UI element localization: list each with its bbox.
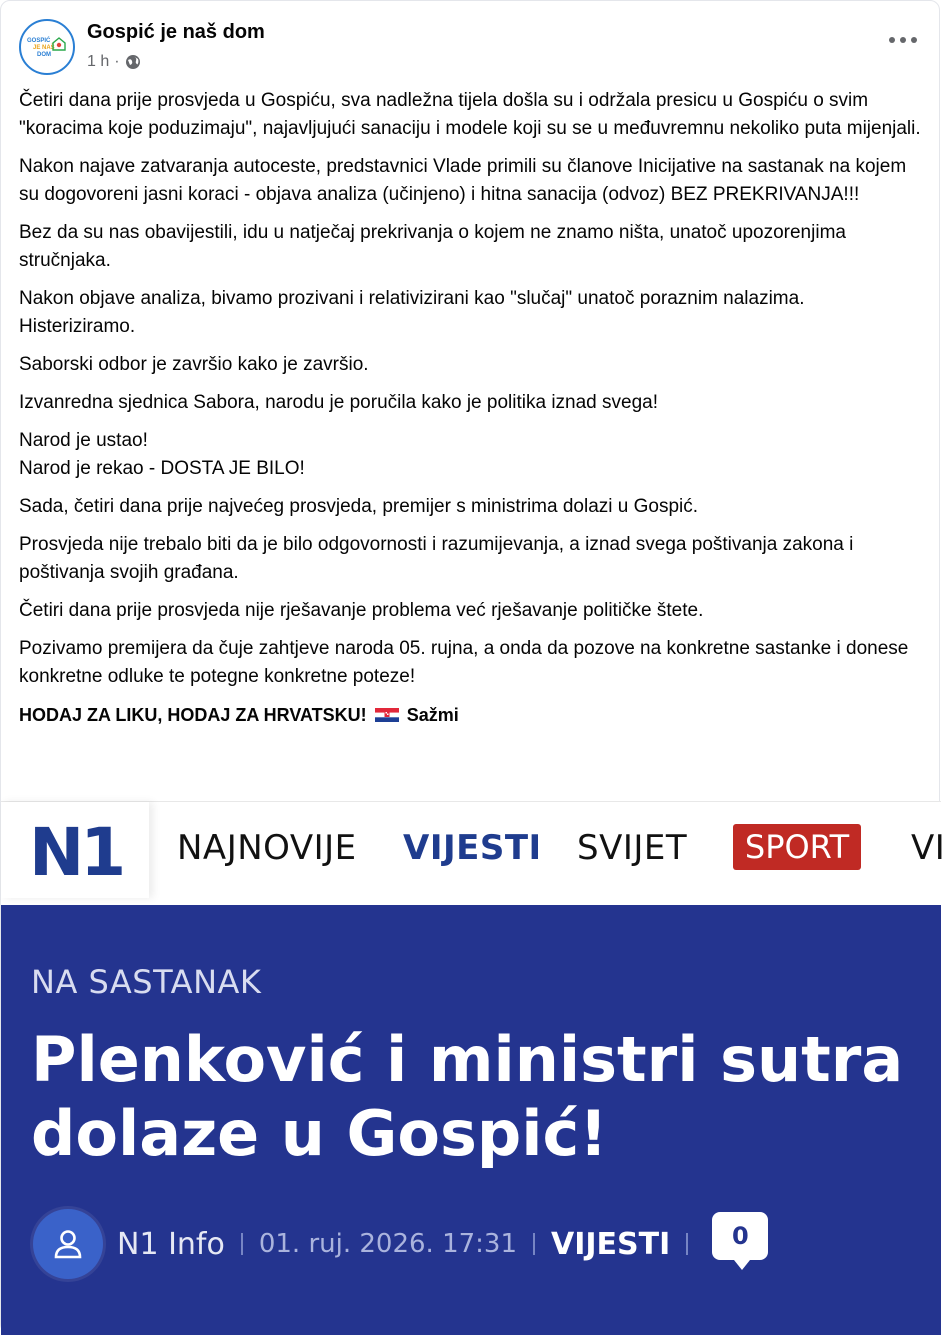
paragraph: Izvanredna sjednica Sabora, narodu je poručila kako je politika iznad svega!	[19, 392, 659, 413]
post-meta	[87, 53, 141, 71]
paragraph: Sada, četiri dana prije najvećeg prosvjeda, premijer s ministrima dolazi u Gospić.	[19, 496, 699, 517]
page-name[interactable]: Gospić je naš dom	[87, 21, 265, 43]
paragraph: Nakon najave zatvaranja autoceste, predstavnici Vlade primili su članove Inicijative na sastanak na kojem su dogovoreni jasni koraci - objava analiza (učinjeno) i hitna sanacija (odvoz) BEZ PREKRIVANJA!!!	[19, 156, 907, 205]
article-headline	[31, 1023, 911, 1171]
nav-vijesti: VIJESTI	[403, 828, 542, 868]
headline-line: Plenković i ministri sutra	[31, 1023, 904, 1096]
article-hero	[1, 905, 941, 1335]
dot	[911, 37, 917, 43]
paragraph: Pozivamo premijera da čuje zahtjeve naroda 05. rujna, a onda da pozove na konkretne sastanke i donese konkretne odluke te potegne konkretne poteze!	[19, 638, 909, 687]
line: Narod je ustao!	[19, 430, 148, 451]
meta-dot: ·	[114, 53, 120, 70]
dot	[900, 37, 906, 43]
gospic-logo-icon	[25, 32, 69, 62]
paragraph: Nakon objave analiza, bivamo prozivani i relativizirani kao "slučaj" unatoč poraznim nalazima. Histeriziramo.	[19, 288, 805, 337]
see-less-link[interactable]: Sažmi	[406, 705, 459, 725]
comment-count-badge: 0	[712, 1212, 768, 1260]
svg-text:JE NAŠ: JE NAŠ	[33, 45, 55, 51]
author-avatar	[33, 1209, 103, 1279]
more-options-icon[interactable]	[889, 31, 917, 49]
globe-icon	[125, 54, 141, 70]
divider	[241, 1233, 243, 1255]
article-author: N1 Info	[117, 1226, 225, 1262]
article-byline	[33, 1209, 768, 1279]
nav-cut-off: VI	[911, 828, 945, 868]
post-header	[1, 1, 941, 81]
page-avatar[interactable]	[19, 19, 75, 75]
paragraph: Prosvjeda nije trebalo biti da je bilo odgovornosti i razumijevanja, a iznad svega poštivanja zakona i poštivanja svojih građana.	[19, 534, 854, 583]
nav-svijet: SVIJET	[577, 828, 688, 868]
paragraph: Bez da su nas obavijestili, idu u natječaj prekrivanja o kojem ne znamo ništa, unatoč upozorenjima stručnjaka.	[19, 222, 846, 271]
article-section: VIJESTI	[551, 1226, 671, 1262]
user-icon	[51, 1227, 85, 1261]
nav-sport: SPORT	[733, 824, 861, 870]
croatia-flag-icon	[375, 708, 399, 722]
divider	[533, 1233, 535, 1255]
nav-najnovije: NAJNOVIJE	[177, 828, 357, 868]
svg-text:GOSPIĆ: GOSPIĆ	[27, 38, 51, 44]
line: Narod je rekao - DOSTA JE BILO!	[19, 458, 305, 479]
svg-text:DOM: DOM	[37, 52, 51, 58]
dot	[889, 37, 895, 43]
paragraph: Saborski odbor je završio kako je završio.	[19, 354, 369, 375]
n1-logo-box	[1, 802, 149, 898]
paragraph	[19, 427, 924, 483]
n1-nav-bar	[1, 801, 945, 905]
n1-logo: N1	[29, 814, 123, 891]
post-time[interactable]: 1 h	[87, 53, 110, 70]
paragraph: Četiri dana prije prosvjeda u Gospiću, sva nadležna tijela došla su i održala presicu u Gospiću o svim "koracima koje poduzimaju", najavljujući sanaciju i modele koji su se u međuvremnu nekoliko puta mijenjali.	[19, 90, 921, 139]
shared-image[interactable]	[1, 801, 945, 1335]
paragraph: Četiri dana prije prosvjeda nije rješavanje problema već rješavanje političke štete.	[19, 600, 704, 621]
divider	[686, 1233, 688, 1255]
closing-line	[19, 701, 924, 729]
article-date: 01. ruj. 2026. 17:31	[258, 1229, 518, 1259]
article-kicker: NA SASTANAK	[31, 963, 262, 1001]
post-text	[19, 87, 924, 739]
closing-text: HODAJ ZA LIKU, HODAJ ZA HRVATSKU!	[19, 705, 367, 725]
headline-line: dolaze u Gospić!	[31, 1097, 608, 1170]
